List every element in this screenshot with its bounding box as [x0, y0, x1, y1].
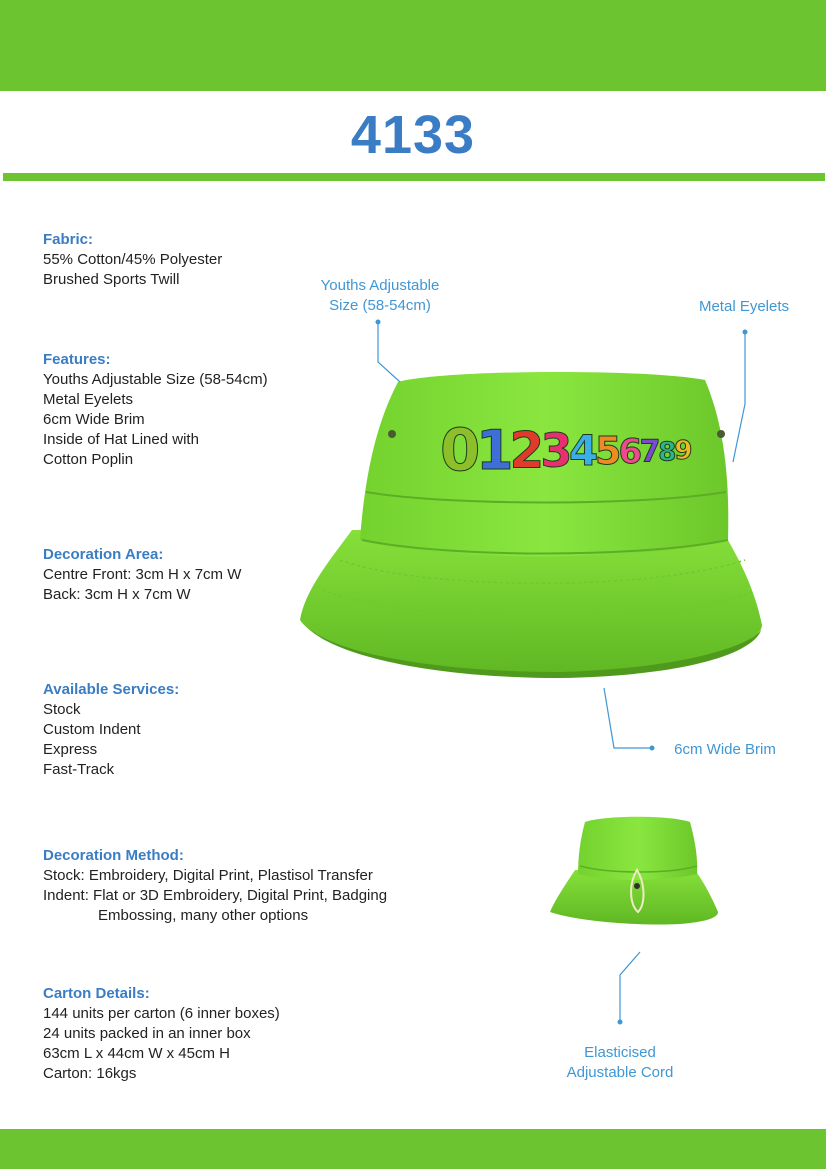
print-digit-9: 9 [674, 436, 693, 467]
spec-line: 63cm L x 44cm W x 45cm H [43, 1045, 230, 1062]
spec-line: 55% Cotton/45% Polyester [43, 251, 223, 268]
product-code: 4133 [350, 105, 476, 165]
print-digit-8: 8 [658, 437, 677, 468]
callout-text: Size (58-54cm) [329, 297, 431, 314]
spec-line: Express [43, 741, 98, 758]
spec-line: Metal Eyelets [43, 391, 134, 408]
spec-line: Youths Adjustable Size (58-54cm) [43, 371, 268, 388]
spec-line: Fast-Track [43, 761, 115, 778]
spec-line: 144 units per carton (6 inner boxes) [43, 1005, 280, 1022]
print-digit-1: 1 [475, 418, 514, 482]
section-title: Decoration Method: [43, 847, 184, 864]
spec-line: Back: 3cm H x 7cm W [43, 586, 191, 603]
print-digit-4: 4 [568, 426, 599, 476]
spec-line: Embossing, many other options [98, 907, 309, 924]
callout-wide-brim: 6cm Wide Brim [674, 741, 776, 758]
cord-toggle-icon [634, 883, 640, 889]
callout-adjustable-cord [550, 1043, 690, 1083]
spec-line: Stock [43, 701, 81, 718]
eyelet-icon [717, 430, 725, 438]
spec-line: 24 units packed in an inner box [43, 1025, 251, 1042]
callout-text: Adjustable Cord [566, 1064, 674, 1081]
bottom-banner [0, 1129, 826, 1169]
print-digit-3: 3 [540, 423, 573, 478]
print-digit-5: 5 [595, 429, 622, 473]
section-title: Features: [43, 351, 111, 368]
spec-line: Stock: Embroidery, Digital Print, Plastisol Transfer [43, 867, 373, 884]
section-title: Fabric: [43, 231, 94, 248]
callout-text: Elasticised [584, 1044, 656, 1061]
section-title: Available Services: [43, 681, 180, 698]
spec-line: Cotton Poplin [43, 451, 134, 468]
spec-line: Centre Front: 3cm H x 7cm W [43, 566, 242, 583]
print-digit-2: 2 [509, 421, 545, 480]
eyelet-icon [388, 430, 396, 438]
spec-line: Indent: Flat or 3D Embroidery, Digital Print, Badging [43, 887, 388, 904]
callout-text: Youths Adjustable [320, 277, 440, 294]
callout-adjustable-size [300, 276, 460, 316]
spec-line: Carton: 16kgs [43, 1065, 137, 1082]
print-digit-6: 6 [618, 431, 643, 472]
spec-line: Brushed Sports Twill [43, 271, 180, 288]
print-digit-7: 7 [639, 434, 661, 470]
spec-line: Custom Indent [43, 721, 141, 738]
section-title: Carton Details: [43, 985, 150, 1002]
section-title: Decoration Area: [43, 546, 164, 563]
callout-metal-eyelets: Metal Eyelets [698, 298, 790, 315]
spec-line: Inside of Hat Lined with [43, 431, 199, 448]
spec-line: 6cm Wide Brim [43, 411, 145, 428]
print-digit-0: 0 [440, 416, 481, 484]
